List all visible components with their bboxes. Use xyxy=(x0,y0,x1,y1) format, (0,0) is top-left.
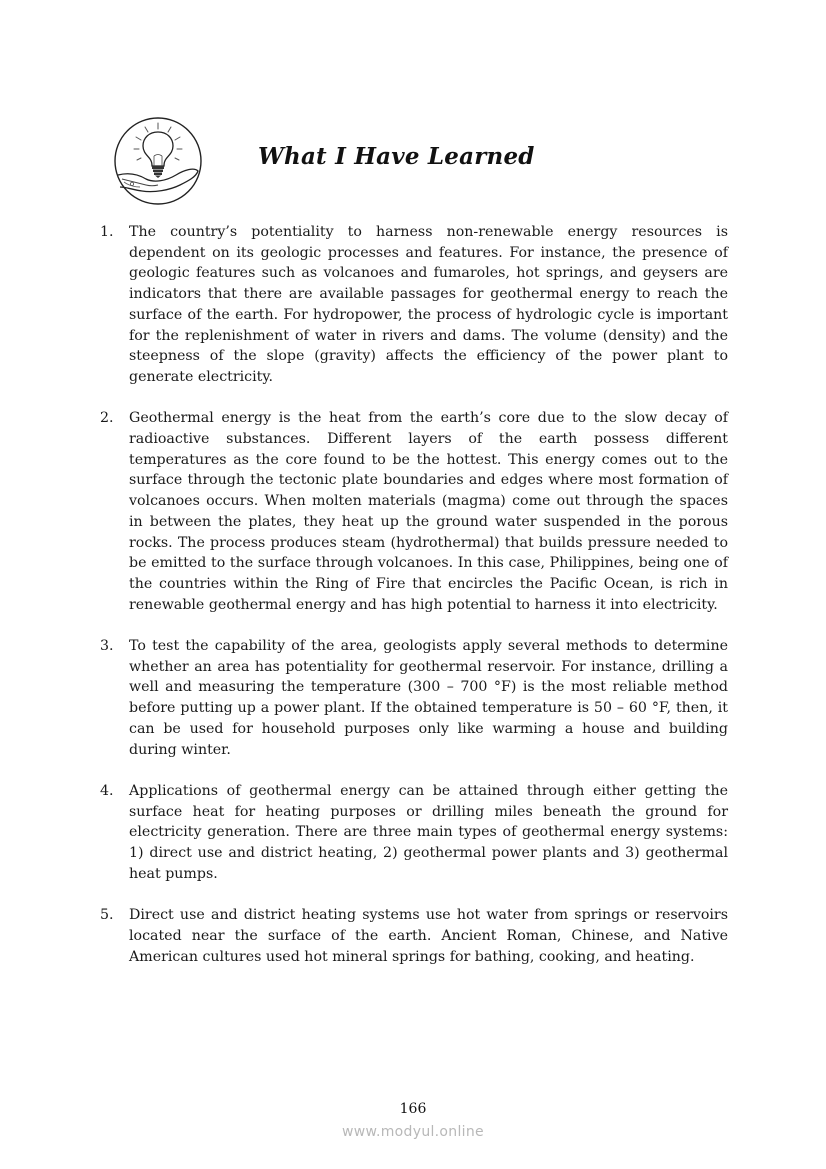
item-text: The country’s potentiality to harness non-renewable energy resources is dependent on its geologic processes and features. For instance, the presence of geologic features such as volcanoes and fumaroles, hot springs, and geysers are indicators that there are available passages for geothermal energy to reach the surface of the earth. For hydropower, the process of hydrologic cycle is important for the replenishment of water in rivers and dams. The volume (density) and the steepness of the slope (gravity) affects the efficiency of the power plant to generate electricity. xyxy=(129,224,728,385)
item-text: Direct use and district heating systems use hot water from springs or reservoirs located near the surface of the earth. Ancient Roman, Chinese, and Native American cultures used hot mineral springs for bathing, cooking, and heating. xyxy=(129,907,728,965)
page-title: What I Have Learned xyxy=(258,143,535,170)
item-number: 4. xyxy=(100,782,114,799)
list-item xyxy=(98,222,728,388)
page-number: 166 xyxy=(399,1101,427,1117)
section-header xyxy=(110,115,710,205)
list-item xyxy=(98,636,728,760)
item-text: Geothermal energy is the heat from the earth’s core due to the slow decay of radioactive substances. Different layers of the earth possess different temperatures as the core found to be the hottest. This energy comes out to the surface through the tectonic plate boundaries and edges where most formation of volcanoes occurs. When molten materials (magma) come out through the spaces in between the plates, they heat up the ground water suspended in the porous rocks. The process produces steam (hydrothermal) that builds pressure needed to be emitted to the surface through volcanoes. In this case, Philippines, being one of the countries within the Ring of Fire that encircles the Pacific Ocean, is rich in renewable geothermal energy and has high potential to harness it into electricity. xyxy=(129,410,728,613)
item-number: 1. xyxy=(100,224,114,240)
list-item xyxy=(98,905,728,967)
lightbulb-in-hand-icon xyxy=(110,115,206,207)
item-number: 5. xyxy=(100,907,114,924)
learning-points-list xyxy=(98,222,728,988)
item-number: 2. xyxy=(100,410,114,427)
list-item xyxy=(98,781,728,885)
watermark: www.modyul.online xyxy=(342,1124,484,1140)
item-text: To test the capability of the area, geologists apply several methods to determine whether an area has potentiality for geothermal reservoir. For instance, drilling a well and measuring the temperature (300 – 700 °F) is the most reliable method before putting up a power plant. If the obtained temperature is 50 – 60 °F, then, it can be used for household purposes only like warming a house and building during winter. xyxy=(129,638,728,758)
list-item xyxy=(98,408,728,615)
item-text: Applications of geothermal energy can be attained through either getting the surface heat for heating purposes or drilling miles beneath the ground for electricity generation. There are three main types of geothermal energy systems: 1) direct use and district heating, 2) geothermal power plants and 3) geothermal heat pumps. xyxy=(129,782,728,882)
item-number: 3. xyxy=(100,638,114,655)
